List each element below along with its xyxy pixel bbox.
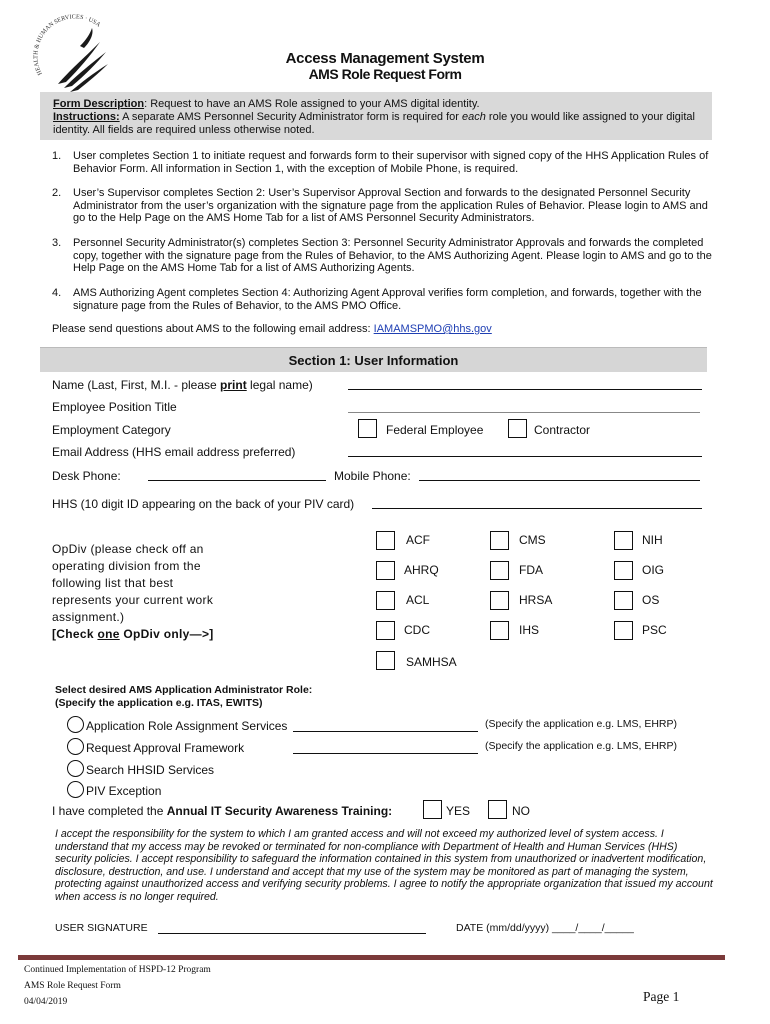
step-number: 3. — [52, 237, 62, 249]
training-label-text: I have completed the — [52, 804, 167, 818]
step-number: 1. — [52, 150, 62, 162]
opdiv-label-fda: FDA — [519, 563, 543, 577]
opdiv-label-oig: OIG — [642, 563, 665, 577]
training-yes-checkbox[interactable] — [423, 800, 442, 819]
name-input[interactable] — [348, 389, 702, 390]
step-text: User’s Supervisor completes Section 2: User’s Supervisor Approval Section and forwards to the designated Personnel Security Administrator from the user’s organization with the signature page from the application Rules of Behavior. Please login to AMS and go to the Help Page on the AMS Home Tab for a list of AMS Personnel Security Administrators. — [73, 187, 708, 224]
opdiv-label-os: OS — [642, 593, 660, 607]
step-text: AMS Authorizing Agent completes Section 4: Authorizing Agent Approval verifies form completion, and forwards, together with the signature page from the Rules of Behavior, to the AMS PMO Office. — [73, 287, 702, 312]
name-label-part: Name (Last, First, M.I. - please — [52, 378, 221, 392]
opdiv-description-text: OpDiv (please check off an operating division from the following list that best represents your current work assignment.) — [52, 542, 214, 624]
step-text: User completes Section 1 to initiate request and forwards form to their supervisor with signed copy of the HHS Application Rules of Behavior Form. All information in Section 1, with the exception of Mobile Phone, is required. — [73, 150, 709, 175]
signature-label: USER SIGNATURE — [55, 922, 148, 934]
role-header-line-2: (Specify the application e.g. ITAS, EWITS) — [55, 697, 263, 709]
contractor-label: Contractor — [534, 423, 591, 437]
footer-line-3: 04/04/2019 — [24, 997, 68, 1007]
section-1-title: Section 1: User Information — [288, 353, 459, 368]
opdiv-label-acf: ACF — [406, 533, 430, 547]
opdiv-checkbox-samhsa[interactable] — [376, 651, 395, 670]
opdiv-instruction-part: OpDiv only—>] — [119, 627, 214, 641]
form-description-label: Form Description — [53, 98, 145, 110]
acceptance-statement: I accept the responsibility for the system to which I am granted access and will not exceed my authorized level of system access. I understand that my access may be revoked or terminated for non-compliance with Department of Health and Human Services (HHS) security policies. I accept responsibility to safeguard the information contained in this system from unauthorized or inadvertent modification, disclosure, destruction, and use. I understand and accept that my use of the system may be monitored as part of managing the system, protecting against unauthorized access and verifying security problems. I agree to notify the appropriate organization that issued my account when access is no longer required. — [55, 828, 713, 903]
opdiv-label-cms: CMS — [519, 533, 546, 547]
form-description-text: : Request to have an AMS Role assigned to your AMS digital identity. — [144, 98, 480, 110]
position-label: Employee Position Title — [52, 400, 177, 414]
opdiv-checkbox-cdc[interactable] — [376, 621, 395, 640]
opdiv-label-psc: PSC — [642, 623, 667, 637]
opdiv-checkbox-ihs[interactable] — [490, 621, 509, 640]
hhs-id-input[interactable] — [372, 508, 702, 509]
opdiv-description — [52, 541, 227, 643]
role-app-input-1[interactable] — [293, 731, 478, 732]
step-3 — [52, 237, 712, 275]
role-label-request-approval: Request Approval Framework — [86, 741, 245, 755]
contact-line — [52, 323, 492, 335]
footer-line-2: AMS Role Request Form — [24, 981, 121, 991]
opdiv-label-acl: ACL — [406, 593, 430, 607]
step-1 — [52, 150, 712, 175]
training-label-bold: Annual IT Security Awareness Training: — [166, 804, 393, 818]
opdiv-label-cdc: CDC — [404, 623, 430, 637]
name-label-part: legal name) — [246, 378, 313, 392]
opdiv-checkbox-os[interactable] — [614, 591, 633, 610]
specify-note-1: (Specify the application e.g. LMS, EHRP) — [485, 718, 678, 730]
desk-phone-input[interactable] — [148, 480, 326, 481]
role-label-piv-exception: PIV Exception — [86, 784, 162, 798]
opdiv-checkbox-acl[interactable] — [376, 591, 395, 610]
opdiv-checkbox-hrsa[interactable] — [490, 591, 509, 610]
role-radio-piv-exception[interactable] — [67, 781, 84, 798]
role-header-line-1: Select desired AMS Application Administrator Role: — [55, 684, 313, 696]
logo-text: HEALTH & HUMAN SERVICES · USA — [32, 13, 102, 77]
instructions-text-2: role you would like assigned to your digital identity. All fields are required unless otherwise noted. — [53, 111, 695, 136]
step-number: 2. — [52, 187, 62, 199]
role-radio-search-hhsid[interactable] — [67, 760, 84, 777]
contractor-checkbox[interactable] — [508, 419, 527, 438]
training-yes-label: YES — [446, 804, 471, 818]
name-label — [52, 378, 313, 392]
opdiv-checkbox-nih[interactable] — [614, 531, 633, 550]
opdiv-label-ihs: IHS — [519, 623, 540, 637]
role-label-app-role-assignment: Application Role Assignment Services — [86, 719, 288, 733]
step-text: Personnel Security Administrator(s) completes Section 3: Personnel Security Administrator Approvals and forwards the completed copy, together with the signature page from the Rules of Behavior, to the AMS Authorizing Agent. Please login to AMS and go to the Help Page on the AMS Home Tab for a list of AMS Authorizing Agents. — [73, 237, 712, 274]
contact-text: Please send questions about AMS to the following email address: — [52, 323, 374, 335]
opdiv-instruction-part: [Check — [52, 627, 98, 641]
mobile-phone-input[interactable] — [419, 480, 700, 481]
mobile-phone-label: Mobile Phone: — [334, 469, 411, 483]
federal-employee-label: Federal Employee — [386, 423, 484, 437]
opdiv-checkbox-psc[interactable] — [614, 621, 633, 640]
opdiv-checkbox-acf[interactable] — [376, 531, 395, 550]
training-label — [52, 804, 392, 818]
desk-phone-label: Desk Phone: — [52, 469, 121, 483]
date-label[interactable]: DATE (mm/dd/yyyy) ____/____/_____ — [456, 922, 634, 934]
contact-email-link[interactable]: IAMAMSPMO@hhs.gov — [373, 323, 492, 335]
step-2 — [52, 187, 712, 225]
page-number: Page 1 — [643, 989, 680, 1004]
position-input[interactable] — [348, 412, 700, 413]
opdiv-instruction-one: one — [97, 627, 120, 641]
footer-divider — [18, 955, 725, 960]
instructions-text-1: A separate AMS Personnel Security Administrator form is required for — [119, 111, 462, 123]
form-description — [53, 98, 703, 137]
role-label-search-hhsid: Search HHSID Services — [86, 763, 215, 777]
opdiv-checkbox-oig[interactable] — [614, 561, 633, 580]
email-input[interactable] — [348, 456, 702, 457]
specify-note-2: (Specify the application e.g. LMS, EHRP) — [485, 740, 678, 752]
opdiv-checkbox-fda[interactable] — [490, 561, 509, 580]
opdiv-label-ahrq: AHRQ — [404, 563, 439, 577]
training-no-checkbox[interactable] — [488, 800, 507, 819]
opdiv-label-hrsa: HRSA — [519, 593, 553, 607]
opdiv-checkbox-cms[interactable] — [490, 531, 509, 550]
category-label: Employment Category — [52, 423, 171, 437]
federal-employee-checkbox[interactable] — [358, 419, 377, 438]
role-radio-request-approval[interactable] — [67, 738, 84, 755]
page-title: Access Management System — [285, 50, 485, 67]
instructions-each: each — [462, 111, 486, 123]
page-subtitle: AMS Role Request Form — [308, 66, 462, 82]
step-4 — [52, 287, 712, 312]
role-app-input-2[interactable] — [293, 753, 478, 754]
opdiv-checkbox-ahrq[interactable] — [376, 561, 395, 580]
name-label-print: print — [220, 378, 247, 392]
signature-input[interactable] — [158, 933, 426, 934]
instructions-label: Instructions: — [53, 111, 120, 123]
training-no-label: NO — [512, 804, 530, 818]
opdiv-label-nih: NIH — [642, 533, 663, 547]
opdiv-instruction — [52, 627, 214, 641]
opdiv-label-samhsa: SAMHSA — [406, 655, 457, 669]
email-label: Email Address (HHS email address preferred) — [52, 445, 296, 459]
role-radio-app-role-assignment[interactable] — [67, 716, 84, 733]
role-header — [55, 684, 312, 710]
hhs-id-label: HHS (10 digit ID appearing on the back of your PIV card) — [52, 497, 355, 511]
footer-line-1: Continued Implementation of HSPD-12 Program — [24, 965, 211, 975]
step-number: 4. — [52, 287, 62, 299]
